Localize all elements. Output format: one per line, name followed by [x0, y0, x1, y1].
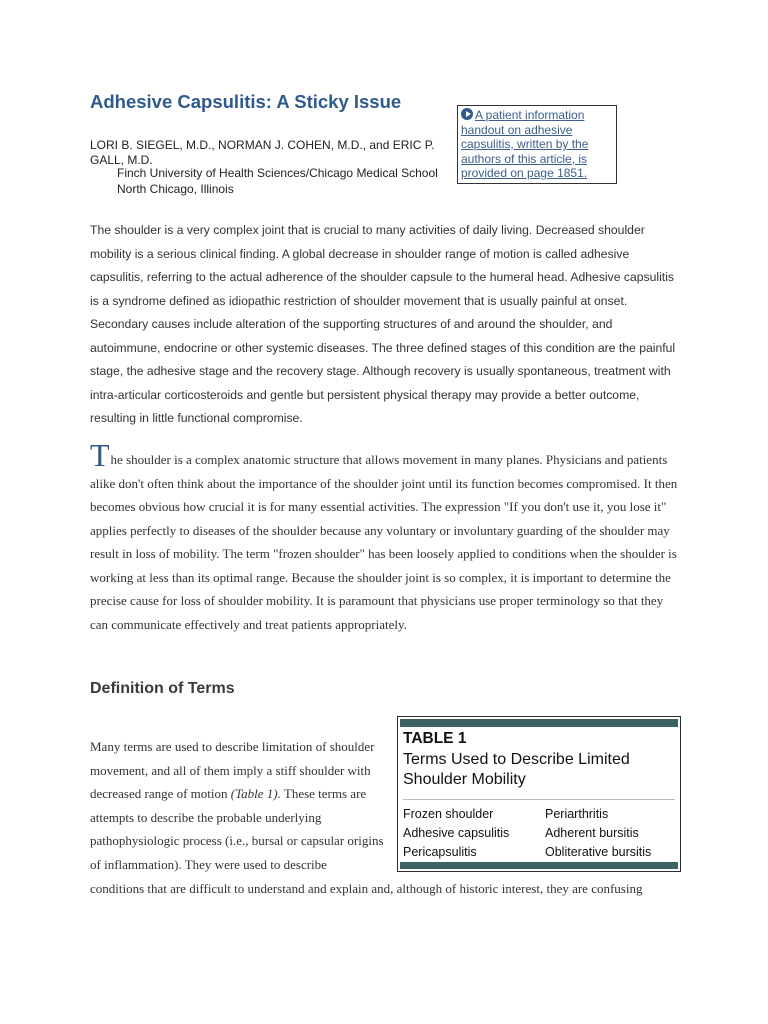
table-1 [397, 716, 681, 872]
intro-paragraph [90, 437, 680, 636]
affiliation-institution: Finch University of Health Sciences/Chicago Medical School [117, 166, 438, 180]
table-title: Terms Used to Describe Limited Shoulder Mobility [403, 751, 630, 788]
table-body [403, 805, 675, 862]
patient-handout-callout [457, 105, 617, 184]
author-list: LORI B. SIEGEL, M.D., NORMAN J. COHEN, M.D., and ERIC P. GALL, M.D. [90, 138, 435, 167]
definition-paragraph [90, 735, 395, 876]
table-cell: Periarthritis [545, 807, 609, 821]
definition-paragraph-continued: conditions that are difficult to understand and explain and, although of historic interest, they are confusing [90, 881, 643, 896]
table-cell: Frozen shoulder [403, 807, 494, 821]
article-abstract: The shoulder is a very complex joint that is crucial to many activities of daily living. Decreased shoulder mobility is a serious clinical finding. A global decrease in shoulder range of motion is called adhesive capsulitis, referring to the actual adherence of the shoulder capsule to the humeral head. Adhesive capsulitis is a syndrome defined as idiopathic restriction of shoulder movement that is usually painful at onset. Secondary causes include alteration of the supporting structures of and around the shoulder, and autoimmune, endocrine or other systemic diseases. The three defined stages of this condition are the painful stage, the adhesive stage and the recovery stage. Although recovery is usually spontaneous, treatment with intra-articular corticosteroids and gentle but persistent physical therapy may provide a better outcome, resulting in little functional compromise. [90, 223, 676, 425]
table-label: TABLE 1 [403, 730, 467, 747]
author-affiliation [117, 166, 462, 197]
table-cell: Pericapsulitis [403, 845, 477, 859]
affiliation-location: North Chicago, Illinois [117, 181, 234, 196]
article-title: Adhesive Capsulitis: A Sticky Issue [90, 91, 402, 112]
section-heading: Definition of Terms [90, 680, 235, 697]
table-row [403, 824, 675, 843]
table-divider [403, 799, 675, 800]
table-reference[interactable]: (Table 1). [230, 786, 281, 801]
table-row [403, 843, 675, 862]
play-circle-icon[interactable] [461, 108, 473, 120]
intro-text: he shoulder is a complex anatomic structure that allows movement in many planes. Physicians and patients alike don't often think about the importance of the shoulder joint until its function becomes compromised. It then becomes obvious how crucial it is for many essential activities. The expression "If you don't use it, you lose it" applies perfectly to diseases of the shoulder because any voluntary or involuntary guarding of the shoulder may result in loss of mobility. The term "frozen shoulder" has been loosely applied to conditions when the shoulder is working at less than its optimal range. Because the shoulder joint is so complex, it is important to determine the precise cause for loss of shoulder mobility. It is paramount that physicians use proper terminology so that they can communicate effectively and treat patients appropriately. [90, 452, 678, 632]
drop-cap: T [90, 437, 110, 473]
table-top-bar [400, 719, 678, 727]
table-bottom-bar [400, 862, 678, 869]
table-cell: Obliterative bursitis [545, 845, 652, 859]
definition-text-start: Many terms are used to describe limitation of shoulder movement, and all of them imply a stiff shoulder with decreased range of motion [90, 739, 375, 801]
table-row [403, 805, 675, 824]
table-cell: Adhesive capsulitis [403, 826, 510, 840]
definition-text-end: These terms are attempts to describe the probable underlying pathophysiologic process (i.e., bursal or capsular origins of inflammation). They were used to describe [90, 786, 384, 872]
patient-handout-link[interactable]: A patient information handout on adhesive capsulitis, written by the authors of this article, is provided on page 1851. [461, 108, 589, 180]
table-cell: Adherent bursitis [545, 826, 639, 840]
